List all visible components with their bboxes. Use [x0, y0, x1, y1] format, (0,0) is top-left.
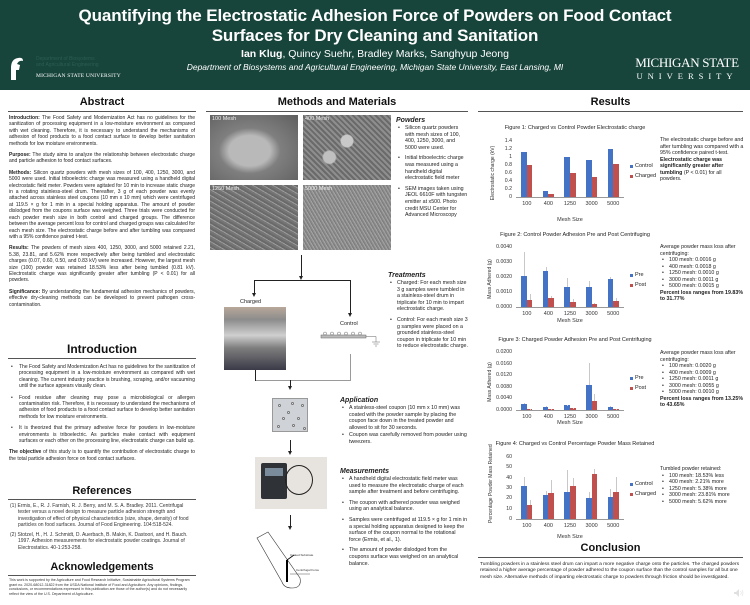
powder-particle — [303, 427, 306, 430]
note-item: • 100 mesh: 0.0020 g — [660, 363, 744, 370]
error-bar — [616, 298, 617, 301]
x-tick-label: 100 — [522, 201, 532, 207]
arrow-down-icon — [252, 293, 256, 297]
meter-cable — [285, 465, 313, 495]
bar-charged-3000 — [592, 474, 598, 519]
legend-label: Control — [635, 481, 653, 487]
sem-image-400 — [303, 115, 391, 180]
x-tick-label: 1250 — [563, 311, 577, 317]
figure-3-notes — [660, 350, 744, 409]
msu-dept-logo — [6, 56, 176, 86]
charged-label: Charged — [240, 299, 262, 305]
bar-charged-100 — [527, 165, 533, 197]
y-tick-label: 0.0160 — [496, 360, 512, 367]
methods-text: Silicon quartz powders with mesh sizes of 100, 400, 1250, 3000, and 5000 were used. Initial triboelectric charge was measured using a handheld digital electrostatic field meter. Powders were agitated for 10 min to increase static charge in a rotating stainless-steel drum. Thereafter, 3 g of each powder was evenly attached across stainless steel coupons (10 mm x 10 mm) which were centrifuged at 119.5 × g for 1 min in a special holding apparatus. The amount of powder dislodged from the coupons surface was weighed. Three trials were conducted for each powder mesh size in both control and charged groups. The difference between the average percent loss for control and charged groups was calculated for each mesh size. The electrostatic charge before and after tumbling was compared with a 95% confidence paired t-test. — [9, 169, 195, 240]
x-tick-label: 5000 — [607, 311, 620, 317]
y-tick-label: 30 — [506, 485, 512, 491]
error-bar — [567, 470, 568, 492]
x-tick-label: 5000 — [607, 523, 620, 529]
legend-label: Charged — [635, 173, 657, 179]
y-axis-label: Mass Adhered (g) — [487, 259, 493, 299]
measurements-bullet: • A handheld digital electrostatic field meter was used to measure the electrostatic charge of each sample after treatment and before centrifuging. — [340, 476, 468, 496]
chart-legend — [630, 272, 646, 292]
y-tick-label: 1 — [509, 154, 512, 160]
note-intro: Average powder mass loss after centrifuging: — [660, 244, 736, 257]
powders-heading: Powders — [396, 117, 426, 124]
y-tick-label: 40 — [506, 474, 512, 481]
error-bar — [573, 408, 574, 409]
flow-line — [255, 370, 256, 381]
y-tick-label: 20 — [506, 495, 512, 502]
wordmark-line-2: UNIVERSITY — [636, 71, 738, 81]
bar-charged-5000 — [613, 492, 619, 519]
y-tick-label: 0.8 — [504, 162, 512, 168]
legend-label: Charged — [635, 491, 657, 497]
error-bar — [594, 469, 595, 473]
results-text: The powders of mesh sizes 400, 1250, 3000, and 5000 retained 2.21, 5.38, 23.81, and 5.62% more respectively after being tumbled and electrostatic charges (0.07, 0.60, 0.50, and 0.83 kV) were increased. However, the largest mesh size (100) powder was retained 18.53% less after being tumbled (0.81 kV). Electrostatic charge was significantly greater after tumbling (P < 0.01) for all powders. — [9, 245, 195, 284]
significance-label: Significance: — [9, 288, 41, 295]
plot-area — [516, 247, 624, 307]
legend-item-pre — [630, 375, 646, 381]
field-meter-photo — [255, 457, 327, 509]
legend-item-charged — [630, 491, 656, 497]
note-bold: Percent loss ranges from 19.83% to 31.77% — [660, 289, 744, 302]
note-intro: Tumbled powder retained: — [660, 466, 722, 472]
coated-substrate-label: Coated Substrate — [290, 553, 314, 557]
note-bold: Electrostatic charge was significantly greater after tumbling — [660, 156, 724, 176]
arrow-down-icon — [288, 451, 292, 455]
grounded-coupon-icon — [320, 330, 382, 352]
error-bar — [524, 403, 525, 404]
legend-swatch — [630, 483, 633, 486]
bar-post-400 — [548, 298, 554, 307]
y-tick-label: 0.0000 — [496, 304, 512, 310]
flow-line — [254, 280, 255, 294]
legend-item-post — [630, 282, 646, 288]
x-tick-label: 3000 — [585, 311, 598, 317]
msu-wordmark — [632, 56, 742, 82]
note-intro: Average powder mass loss after centrifuging: — [660, 350, 736, 363]
error-bar — [551, 296, 552, 298]
x-tick-label: 400 — [543, 311, 553, 317]
error-bar — [616, 477, 617, 491]
chart-legend — [630, 481, 656, 501]
sem-label: 1250 Mesh — [212, 186, 240, 192]
y-axis-label: Percentage Powder Mass Retained — [488, 444, 494, 523]
note-item: • 1250 mesh: 0.0011 g — [660, 376, 744, 383]
legend-label: Pre — [635, 375, 644, 381]
powder-particle — [292, 424, 295, 427]
poster-header — [0, 0, 750, 90]
note-item: • 5000 mesh: 0.0010 g — [660, 389, 744, 396]
legend-item-post — [630, 385, 646, 391]
intro-bullet: • The Food Safety and Modernization Act has no guidelines for the sanitization of processing equipment in a low-moisture environment as compared with wet cleaning. The current industry practice is brushing, scraping, and/or vacuuming until the surface appears visually clean. — [9, 364, 195, 390]
legend-item-charged — [630, 173, 656, 179]
powder-coupon-diagram — [272, 398, 308, 432]
y-tick-label: 0.2 — [504, 186, 512, 192]
chart-legend — [630, 163, 656, 183]
note-item: • 3000 mesh: 0.0011 g — [660, 277, 744, 284]
reference-item: (1) Ermis, E., R. J. Farnish, R. J. Berry, and M. S. A. Bradley. 2011. Centrifugal tester versus a novel design to measure particle adhesion strength and investigation of effect of physical characteristics (size, shape, density) of food particles on food surfaces. Journal of Food Engineering. 104:518-524. — [10, 503, 189, 528]
arrow-down-icon — [348, 313, 352, 317]
reference-item: (2) Stotzel, H., H. J. Schmidt, D. Auerbach, B. Makin, K. Dastoori, and H. Bauch. 1997. Adhesion measurements for electrostatic powder coatings. Journal of Electrostatics. 40-1:253-258. — [10, 532, 188, 551]
abstract-purpose — [9, 152, 195, 165]
abstract-significance — [9, 289, 195, 308]
arrow-down-icon — [288, 386, 292, 390]
bar-charged-1250 — [570, 173, 576, 197]
purpose-text: The study aims to analyze the relationship between electrostatic charge and particle adhesion to food contact surfaces. — [9, 152, 195, 165]
treatments-heading: Treatments — [388, 272, 426, 279]
bar-charged-400 — [548, 493, 554, 519]
title-line-1: Quantifying the Electrostatic Adhesion Force of Powders on Food Contact — [78, 6, 672, 25]
powders-bullet: • Silicon quartz powders with mesh sizes of 100, 400, 1250, 3000, and 5000 were used. — [396, 125, 468, 151]
error-bar — [546, 491, 547, 495]
note-bold: Percent loss ranges from 13.25% to 43.65% — [660, 395, 744, 408]
x-tick-label: 100 — [522, 311, 532, 317]
note-item: • 400 mesh: 0.0009 g — [660, 370, 744, 377]
abstract-rule — [8, 111, 196, 112]
powder-particle — [287, 411, 290, 414]
y-tick-label: 0.0000 — [496, 407, 512, 413]
legend-label: Pre — [635, 272, 644, 278]
control-label: Control — [340, 321, 358, 327]
measurements-bullet: • The amount of powder dislodged from the coupons surface was weighed on an analytical balance. — [340, 547, 468, 567]
y-tick-label: 0.0030 — [496, 259, 512, 265]
y-tick-label: 10 — [506, 505, 512, 512]
powder-particle — [277, 425, 280, 428]
powders-bullet: • Initial triboelectric charge was measured using a handheld digital electrostatic field meter — [396, 155, 468, 181]
legend-swatch — [630, 284, 633, 287]
error-bar — [573, 299, 574, 302]
abstract-body — [9, 115, 195, 313]
intro-bullet: • Food residue after cleaning may pose a microbiological or allergen contamination risk. Therefore, it is necessary to understand the mechanisms of adhesion of food products to a food contact surface to develop better sanitation methods for low moisture environments. — [9, 395, 195, 421]
y-tick-label: 0.0020 — [496, 274, 512, 280]
x-tick-label: 3000 — [585, 201, 598, 207]
error-bar — [567, 405, 568, 406]
note-item: • 3000 mesh: 23.81% more — [660, 492, 744, 499]
error-bar — [530, 500, 531, 505]
y-tick-label: 1.4 — [504, 138, 512, 144]
results-label: Results: — [9, 245, 29, 252]
legend-swatch — [630, 377, 633, 380]
note-item: • 5000 mesh: 5.62% more — [660, 499, 744, 506]
y-tick-label: 0.6 — [504, 170, 512, 176]
bar-post-100 — [527, 300, 533, 308]
application-bullet: • Coupon was carefully removed from powder using tweezers. — [340, 432, 468, 445]
y-tick-label: 0.0200 — [496, 349, 512, 355]
wordmark-line-1: MICHIGAN STATE — [635, 55, 739, 70]
flow-line — [254, 280, 350, 281]
y-tick-label: 0 — [509, 516, 512, 522]
powder-particle — [278, 404, 281, 407]
logo-sub-1: Department of Biosystems — [36, 56, 95, 62]
methods-heading: Methods and Materials — [277, 96, 397, 108]
x-tick-label: 400 — [543, 414, 553, 420]
conclusion-heading: Conclusion — [580, 542, 641, 554]
x-axis-label: Mesh Size — [557, 318, 583, 324]
legend-swatch — [630, 165, 633, 168]
error-bar — [589, 281, 590, 287]
bar-charged-3000 — [592, 177, 598, 197]
note-item: • 5000 mesh: 0.0015 g — [660, 283, 744, 290]
error-bar — [589, 363, 590, 386]
error-bar — [610, 406, 611, 407]
x-axis — [516, 410, 624, 411]
y-tick-label: 0.0010 — [496, 289, 512, 295]
bar-charged-5000 — [613, 164, 619, 197]
error-bar — [589, 492, 590, 498]
methods-rule — [206, 111, 468, 112]
powder-particle — [291, 402, 294, 405]
bar-charged-1250 — [570, 486, 576, 519]
legend-item-control — [630, 163, 656, 169]
measurements-bullet: • Samples were centrifuged at 119.5 × g for 1 min in a special holding apparatus designed to keep the surface of the coupon normal to the rotational force (Ermis, et al., 1). — [340, 517, 468, 543]
legend-swatch — [630, 493, 633, 496]
abstract-methods — [9, 170, 195, 240]
measurements-bullet: • The coupon with adhered powder was weighed using an analytical balance. — [340, 500, 468, 513]
coauthors: , Quincy Suehr, Bradley Marks, Sanghyup Jeong — [282, 48, 509, 60]
results-heading: Results — [590, 96, 631, 108]
powders-block — [396, 116, 468, 223]
chart-legend — [630, 375, 646, 395]
intro-text: The Food Safety and Modernization Act has no guidelines for the sanitization of processing equipment in a low-moisture environment as compared with wet cleaning. Therefore, it is necessary to understand the mechanisms of adhesion of food products to a food contact surface to develop better sanitation methods for low moisture environments. — [9, 115, 195, 147]
abstract-intro — [9, 115, 195, 147]
acknowledgements-heading: Acknowledgements — [50, 561, 154, 573]
results-rule — [478, 111, 743, 112]
references-list — [10, 503, 192, 555]
introduction-body — [9, 364, 195, 467]
x-axis-label: Mesh Size — [557, 420, 583, 426]
figure-1-notes — [660, 137, 744, 183]
note-item: • 1250 mesh: 0.0010 g — [660, 270, 744, 277]
powders-bullet: • SEM images taken using JEOL 6610F with tungsten emitter at x500. Photo credit MSU Center for Advanced Microscopy — [396, 186, 468, 219]
note-item: • 400 mesh: 2.21% more — [660, 479, 744, 486]
bar-charged-100 — [527, 505, 533, 519]
sem-image-1250 — [210, 185, 298, 250]
error-bar — [567, 278, 568, 287]
y-tick-label: 0.4 — [504, 178, 512, 184]
spartan-helmet-icon — [8, 56, 24, 82]
x-tick-label: 3000 — [585, 523, 598, 529]
note-text: The electrostatic charge before and after tumbling was compared with a 95% confidence paired t-test. — [660, 137, 744, 156]
error-bar — [573, 478, 574, 486]
treatments-bullet: • Control: For each mesh size 3 g samples were placed on a grounded stainless-steel coupon in triplicate for 10 min to reduce electrostatic charge. — [388, 317, 468, 350]
note-item: • 1250 mesh: 5.38% more — [660, 486, 744, 493]
y-axis-label: Mass Adhered (g) — [487, 362, 493, 402]
x-tick-label: 5000 — [607, 201, 620, 207]
note-item: • 3000 mesh: 0.0055 g — [660, 383, 744, 390]
x-axis-label: Mesh Size — [557, 534, 583, 540]
chart-title: Figure 3: Charged Powder Adhesion Pre and Post Centrifuging — [498, 337, 652, 343]
application-bullet: • A stainless-steel coupon (10 mm x 10 mm) was coated with the powder sample by placing the coupon face down in the treated powder and allowed to sit for 30 seconds. — [340, 405, 468, 431]
introduction-heading: Introduction — [67, 342, 137, 356]
y-tick-label: 0.0040 — [496, 395, 512, 402]
application-heading: Application — [340, 397, 379, 404]
y-axis-label: Electrostatic charge (kV) — [490, 145, 496, 201]
measurements-heading: Measurements — [340, 468, 390, 475]
error-bar — [524, 252, 525, 276]
powder-particle — [282, 417, 285, 420]
x-axis — [516, 307, 624, 308]
methods-label: Methods: — [9, 169, 32, 176]
figure-2-notes — [660, 244, 744, 303]
sem-label: 400 Mesh — [305, 116, 330, 122]
lead-author: Ian Klug — [241, 48, 283, 60]
objective-text: of this study is to quantify the contribution of electrostatic charge to the total particle adhesion force on food contact surfaces. — [9, 449, 195, 462]
tumbling-drum-photo — [224, 307, 286, 370]
objective-label: The objective — [9, 449, 42, 456]
meter-screen — [265, 468, 283, 476]
flow-line — [255, 380, 351, 381]
conclusion-rule — [478, 557, 743, 558]
x-tick-label: 400 — [543, 201, 553, 207]
y-tick-label: 0.0040 — [496, 244, 512, 250]
sem-label: 5000 Mesh — [305, 186, 333, 192]
treatments-block — [388, 271, 468, 354]
centrifuge-holder-diagram — [254, 530, 324, 590]
references-heading: References — [72, 485, 132, 497]
x-tick-label: 100 — [522, 414, 532, 420]
error-bar — [610, 489, 611, 497]
flow-line — [350, 280, 351, 314]
intro-bullet: • It is theorized that the primary adhesive force for powders in low-moisture environments is triboelectric. As particles make contact with equipment surfaces or each other on the processing line, electrostatic charge can build up. — [9, 425, 195, 444]
references-rule — [8, 499, 196, 500]
legend-label: Post — [635, 385, 647, 391]
note-item: • 100 mesh: 18.53% less — [660, 473, 744, 480]
acknowledgements-rule — [8, 575, 196, 576]
legend-swatch — [630, 387, 633, 390]
x-tick-label: 1250 — [563, 201, 577, 207]
note-tail: (P < 0.01) for all powders. — [660, 169, 722, 182]
figure-1-chart — [480, 125, 670, 230]
x-axis — [516, 197, 624, 198]
note-item: • 100 mesh: 0.0016 g — [660, 257, 744, 264]
x-tick-label: 3000 — [585, 414, 598, 420]
legend-label: Control — [635, 163, 653, 169]
figure-4-chart — [480, 441, 670, 541]
y-tick-label: 0 — [509, 194, 512, 200]
abstract-results — [9, 245, 195, 283]
error-bar — [551, 480, 552, 493]
note-item: • 400 mesh: 0.0018 g — [660, 264, 744, 271]
figure-3-chart — [480, 337, 670, 432]
error-bar — [546, 267, 547, 272]
sem-image-5000 — [303, 185, 391, 250]
intro-label: Introduction: — [9, 115, 40, 121]
x-tick-label: 1250 — [563, 523, 577, 529]
powder-particle — [301, 404, 304, 407]
treatments-bullet: • Charged: For each mesh size 3 g samples were tumbled in a stainless-steel drum in triplicate for 10 min to impart electrostatic charge. — [388, 280, 468, 313]
application-block — [340, 396, 468, 450]
x-tick-label: 400 — [543, 523, 553, 529]
abstract-heading: Abstract — [79, 96, 125, 108]
bar-post-3000 — [592, 401, 598, 410]
measurements-block — [340, 467, 468, 571]
figure-4-notes — [660, 466, 744, 505]
logo-sub-2: and Agricultural Engineering — [36, 62, 99, 68]
introduction-rule — [8, 358, 196, 359]
figure-2-chart — [480, 232, 670, 327]
error-bar — [610, 277, 611, 279]
plot-area — [516, 457, 624, 519]
chart-title: Figure 2: Control Powder Adhesion Pre and Post Centrifuging — [500, 232, 650, 238]
title-line-2: Surfaces for Dry Cleaning and Sanitation — [211, 26, 539, 45]
error-bar — [546, 406, 547, 407]
plot-area — [516, 352, 624, 410]
purpose-label: Purpose: — [9, 152, 31, 159]
intro-objective — [9, 449, 195, 462]
acknowledgements-text: This work is supported by the Agriculture and Food Research Initiative, Sustainable Agricultural Systems Program grant no. 2020-68012-31822 from the USDA National Institute of Food and Agriculture. Any opinions, findings, conclusions, or recommendations expressed in this publication are those of the author(s) and do not necessarily reflect the view of the U.S. Department of Agriculture. — [9, 578, 190, 596]
significance-text: By understanding the fundamental adhesion mechanics of powders, effective dry-cleaning methods can be developed to prevent pathogen cross-contamination. — [9, 288, 195, 308]
legend-swatch — [630, 175, 633, 178]
centrifugal-force-label: Centrifugal Force — [296, 568, 320, 572]
flow-line — [350, 354, 351, 380]
chart-title: Figure 4: Charged vs Control Percentage Powder Mass Retained — [495, 441, 655, 447]
plot-area — [516, 141, 624, 197]
error-bar — [524, 477, 525, 486]
y-tick-label: 0.0120 — [496, 372, 512, 379]
legend-swatch — [630, 274, 633, 277]
x-tick-label: 1250 — [563, 414, 577, 420]
x-tick-label: 100 — [522, 523, 532, 529]
legend-item-pre — [630, 272, 646, 278]
error-bar — [594, 303, 595, 305]
legend-label: Post — [635, 282, 647, 288]
y-tick-label: 0.0080 — [496, 383, 512, 390]
y-tick-label: 1.2 — [504, 146, 512, 152]
chart-title: Figure 1: Charged vs Control Powder Electrostatic charge — [504, 125, 646, 131]
conclusion-text: Tumbling powders in a stainless steel drum can impart a more negative charge onto the particles. The charged powders retained a higher average percentage of powder adhered to the coupon surface than the control samples for all but one mesh size. Alternative methods of imparting electrostatic charge to powders through friction should be investigated. — [480, 562, 740, 580]
error-bar — [594, 394, 595, 402]
x-tick-label: 5000 — [607, 414, 620, 420]
audio-speaker-icon[interactable] — [734, 589, 744, 597]
poster-title — [0, 6, 750, 46]
powder-particle — [297, 417, 300, 420]
sem-label: 100 Mesh — [212, 116, 237, 122]
department: Department of Biosystems and Agricultural Engineering, Michigan State University, East Lansing, MI — [186, 62, 564, 72]
y-tick-label: 50 — [506, 464, 512, 471]
legend-item-control — [630, 481, 656, 487]
sem-image-100 — [210, 115, 298, 180]
logo-university-name: MICHIGAN STATE UNIVERSITY — [36, 73, 121, 79]
flow-line — [301, 255, 302, 277]
x-axis-label: Mesh Size — [557, 217, 583, 223]
error-bar — [530, 294, 531, 300]
y-tick-label: 60 — [506, 454, 512, 460]
x-axis — [516, 519, 624, 520]
